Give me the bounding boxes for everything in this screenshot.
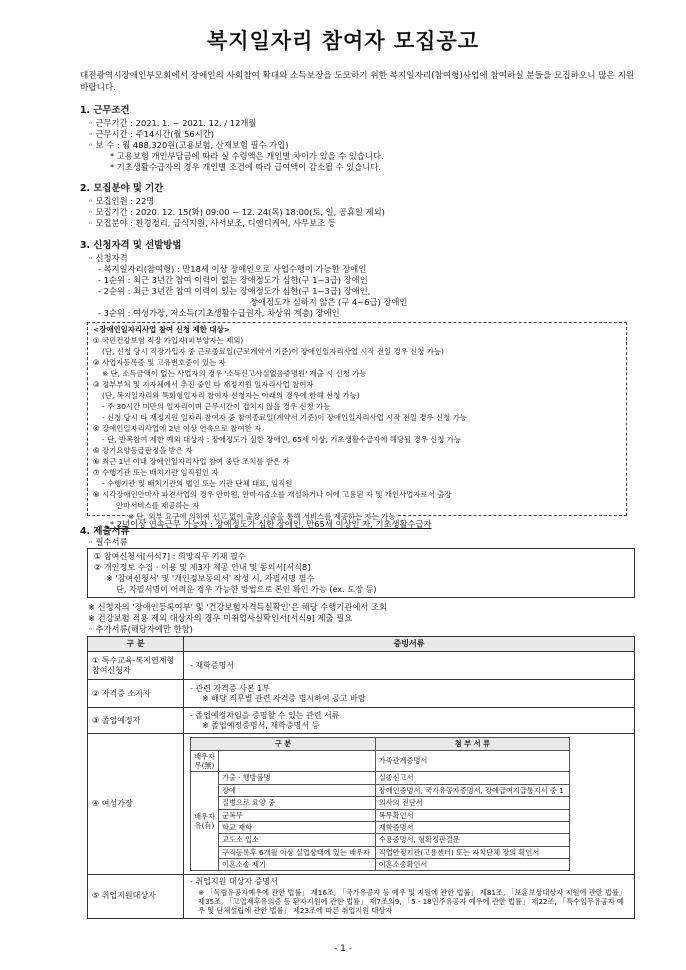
table-cell-content — [184, 652, 635, 680]
required-doc-item: ※ '참여신청서' 및 '개인정보동의서' 작성 시, 자필서명 필수 — [106, 573, 315, 583]
restriction-title: <장애인일자리사업 참여 신청 제한 대상> — [93, 325, 230, 334]
subtable-row — [191, 772, 570, 784]
extra-docs-table — [87, 636, 635, 919]
table-cell-content — [184, 708, 635, 734]
required-doc-item: 단, 자필서명이 어려운 경우 가능한 방법으로 본인 확인 가능 (ex. 도장 등) — [116, 584, 377, 594]
s3-line: - 복지일자리(참여형) : 만18세 이상 장애인으로 사업수행이 가능한 장애인 — [98, 264, 367, 274]
table-cell-content — [184, 680, 635, 708]
restriction-item: ③ 정부부처 및 지자체에서 추진 중인 타 재정지원 일자리사업 참여자 — [93, 380, 314, 389]
subtable-cell: 가출 · 행방불명 — [219, 772, 376, 784]
table-cell-line: ※ 「독립유공자예우에 관한 법률」 제16조, 「국가유공자 등 예우 및 지원에 관한 법률」 제81조, 「보훈보상대상자 지원에 관한 법률」 제35조, 「고엽제후유의증 등 환자지원에 관한 법률」 제7조의9, 「5 · 18민주유공자 예우에 관한 법률」 제22조, 「특수임무유공자 예우 및 단체설립에 관한 법률」 제23조에 따른 취업지원 대상자 — [198, 887, 626, 916]
table-cell-label: ⑤ 취업지원대상자 — [88, 875, 184, 918]
table-cell-line: - 관련 자격증 사본 1부 — [190, 683, 270, 693]
subtable-cell: 이혼소송확인서 — [375, 858, 569, 870]
subtable-header-row — [191, 738, 570, 750]
restriction-item: 안마서비스를 제공하는 자 — [116, 501, 200, 510]
restriction-item: ⑧ 시각장애인안마사 파견사업의 경우 안마원, 안마시술소를 개설하거나 이에 고용된 자 및 개인사업자로서 출장 — [93, 490, 452, 499]
required-docs-label: ◦ 필수서류 — [88, 537, 128, 547]
table-row — [88, 875, 635, 918]
table-cell-content — [184, 734, 635, 875]
subtable-row — [191, 846, 570, 858]
subtable-cell: 가족관계증명서 — [375, 750, 569, 772]
table-header-cell: 구 분 — [88, 637, 184, 652]
subtable-cell: 구직등록후 6개월 이상 실업상태에 있는 배우자 — [219, 846, 376, 858]
table-header-row — [88, 637, 635, 652]
table-row — [88, 680, 635, 708]
subtable-cell: 군복무 — [219, 809, 376, 821]
restriction-item: ① 국민건강보험 직장 가입자(피부양자는 제외) — [93, 336, 244, 345]
restriction-item: (단, 신청 당시 직장가입자 중 근로종료일(근로계약서 기준)이 장애인일자리사업 시작 전일 경우 신청 가능) — [102, 347, 444, 356]
s1-note: * 고용보험 개인부담금에 따라 실 수령액은 개인별 차이가 있을 수 있습니다. — [110, 151, 384, 161]
subtable-header-cell: 첨 부 서 류 — [375, 738, 569, 750]
s3-line: 장애정도가 심하지 않은 (구 4~6급) 장애인 — [250, 297, 408, 307]
table-cell-line: ※ 졸업예정증명서, 재학증명서 등 — [202, 720, 320, 730]
table-cell-label: ① 특수교육-복지연계형 참여신청자 — [88, 652, 184, 680]
s1-line: ◦ 보 수 : 월 488,320원(고용보험, 산재보험 필수 가입) — [88, 140, 289, 150]
subtable-row — [191, 750, 570, 772]
restriction-item: - 단, 반복참여 제한 예외 대상자 : 장애정도가 심한 장애인, 65세 이상, 기초생활수급자에 해당될 경우 신청 가능 — [102, 435, 462, 444]
restriction-item: - 수행기관 및 배치기관의 법인 또는 기관 단체 대표, 임직원 — [102, 479, 293, 488]
subtable-row — [191, 821, 570, 833]
table-cell-line: ※ 해당 직무별 관련 자격증 명시하여 공고 바람 — [202, 693, 366, 703]
subtable-cell: 의사의 진단서 — [375, 797, 569, 809]
subtable-group-label: 배우자 유(有) — [191, 772, 219, 871]
section-4-heading: 4. 제출서류 — [80, 526, 130, 537]
s1-note: * 기초생활수급자의 경우 개인별 조건에 따라 급여액이 감소될 수 있습니다. — [110, 162, 381, 172]
subtable-row — [191, 797, 570, 809]
subtable-cell: 직업안정기관(고용센터) 또는 자치단체 장의 확인서 — [375, 846, 569, 858]
table-cell-line: - 졸업예정자임을 증명할 수 있는 관련 서류 — [190, 710, 340, 720]
table-row — [88, 708, 635, 734]
table-cell-label: ③ 졸업예정자 — [88, 708, 184, 734]
subtable-cell: 재학증명서 — [375, 821, 569, 833]
subtable-row — [191, 834, 570, 846]
s2-line: ◦ 모집인원 : 22명 — [88, 196, 155, 206]
table-cell-line: - 취업지원 대상자 증명서 — [190, 877, 278, 887]
subtable-row — [191, 784, 570, 796]
section-1-heading: 1. 근무조건 — [80, 105, 130, 116]
subtable-row — [191, 809, 570, 821]
subtable-cell: 학교 재학 — [219, 821, 376, 833]
table-cell-label: ② 자격증 소지자 — [88, 680, 184, 708]
table-header-cell: 증빙서류 — [184, 637, 635, 652]
s2-line: ◦ 모집분야 : 환경정리, 급식지원, 사서보조, 디앤디케어, 사무보조 등 — [88, 218, 336, 228]
restriction-box — [87, 322, 627, 521]
s2-line: ◦ 모집기간 : 2020. 12. 15(화) 09:00 ~ 12. 24(목) 18:00(토, 일, 공휴일 제외) — [88, 207, 385, 217]
subtable-cell — [219, 750, 376, 772]
s3-line: ◦ 신청자격 — [88, 253, 128, 263]
page-number: - 1 - — [334, 944, 352, 954]
table-row — [88, 734, 635, 875]
s3-line: - 2순위 : 최근 3년간 참여 이력이 있는 장애정도가 심한(구 1~3급) 장애인, — [98, 286, 371, 296]
section-2-heading: 2. 모집분야 및 기간 — [80, 183, 164, 194]
restriction-item: ※ 단, 외부 요구에 의하여 신고 없이 출장 시술을 통해 서비스를 제공하는 자는 가능 — [128, 512, 396, 521]
restriction-item: ※ 단, 소득금액이 없는 사업자의 경우 '소득신고사실없음증명원' 제출 시 신청 가능 — [102, 369, 367, 378]
s3-line: - 1순위 : 최근 3년간 참여 이력이 없는 장애정도가 심한(구 1~3급) 장애인 — [98, 275, 368, 285]
table-cell-content — [184, 875, 635, 918]
s1-line: ◦ 근무시간 : 주14시간(월 56시간) — [88, 129, 214, 139]
table-cell-label: ④ 여성가장 — [88, 734, 184, 875]
restriction-item: ⑦ 수행기관 또는 배치기관 임직원인 자 — [93, 468, 219, 477]
subtable-row — [191, 858, 570, 870]
restriction-item: - 신청 당시 타 재정지원 일자리 참여자 중 참여종료일(계약서 기준)이 장애인일자리사업 시작 전일 경우 신청 가능 — [102, 413, 467, 422]
extra-docs-label: ◦ 추가서류(해당자에만 한함) — [88, 624, 193, 634]
table-cell-line: - 재학증명서 — [190, 660, 235, 670]
restriction-item: ② 사업자등록증 및 고유번호증이 있는 자 — [93, 358, 226, 367]
s4-note: ※ 건강보험 적용 제외 대상자의 경우 미취업사실확인서[서식9] 제출 필요 — [88, 613, 353, 623]
required-doc-item: ② 개인정보 수집 · 이용 및 제3자 제공 안내 및 동의서[서식8] — [94, 562, 311, 572]
female-head-subtable — [190, 737, 570, 871]
subtable-cell: 장애인증명서, 국가유공자증명서, 장애급여지급통지서 중 1 — [375, 784, 569, 796]
subtable-cell: 교도소 입소 — [219, 834, 376, 846]
required-docs-box — [87, 548, 635, 598]
restriction-item: ④ 장애인일자리사업에 2년 이상 연속으로 참여한 자 — [93, 424, 262, 433]
restriction-item: ⑤ 장기요양등급판정을 받은 자 — [93, 446, 193, 455]
table-row — [88, 652, 635, 680]
restriction-item: ⑥ 최근 1년 이내 장애인일자리사업 참여 중단 조치를 받은 자 — [93, 457, 290, 466]
required-doc-item: ① 참여신청서[서식7] : 희망직무 기재 필수 — [94, 551, 246, 561]
s3-line: - 3순위 : 여성가장, 저소득(기초생활수급권자, 차상위 계층) 장애인 — [98, 308, 340, 318]
s1-line: ◦ 근무기간 : 2021. 1. ~ 2021. 12. / 12개월 — [88, 118, 257, 128]
intro-paragraph: 대전광역시장애인부모회에서 장애인의 사회참여 확대와 소득보장을 도모하기 위한 복지일자리(참여형)사업에 참여하실 분들을 모집하오니 많은 지원 바랍니다. — [80, 71, 635, 94]
subtable-cell: 이혼소송 제기 — [219, 858, 376, 870]
subtable-cell: 장애 — [219, 784, 376, 796]
subtable-header-cell: 구 분 — [191, 738, 376, 750]
subtable-cell: 수용증명서, 형확정판결문 — [375, 834, 569, 846]
s4-note: ※ 신청자의 '장애인등록여부' 및 '건강보험자격득실확인'은 해당 수행기관에서 조회 — [88, 602, 388, 612]
restriction-item: (단, 복지일자리와 특화형일자리 참여자 신청자는 아래의 경우에 한해 신청 가능) — [102, 391, 360, 400]
subtable-cell: 실종신고서 — [375, 772, 569, 784]
document-title: 복지일자리 참여자 모집공고 — [206, 29, 480, 53]
restriction-item: - 주 30시간 미만의 일자리이며 근무시간이 겹치지 않을 경우 신청 가능 — [102, 402, 331, 411]
s3-tail-note: * 2년이상 연속근무 가능자 : 장애정도가 심한 장애인, 만65세 이상인 자, 기초생활수급자 — [110, 519, 432, 529]
subtable-cell: 배우자 무(無) — [191, 750, 219, 772]
subtable-cell: 질병으로 요양 중 — [219, 797, 376, 809]
section-3-heading: 3. 신청자격 및 선발방법 — [80, 240, 182, 251]
subtable-cell: 복무확인서 — [375, 809, 569, 821]
